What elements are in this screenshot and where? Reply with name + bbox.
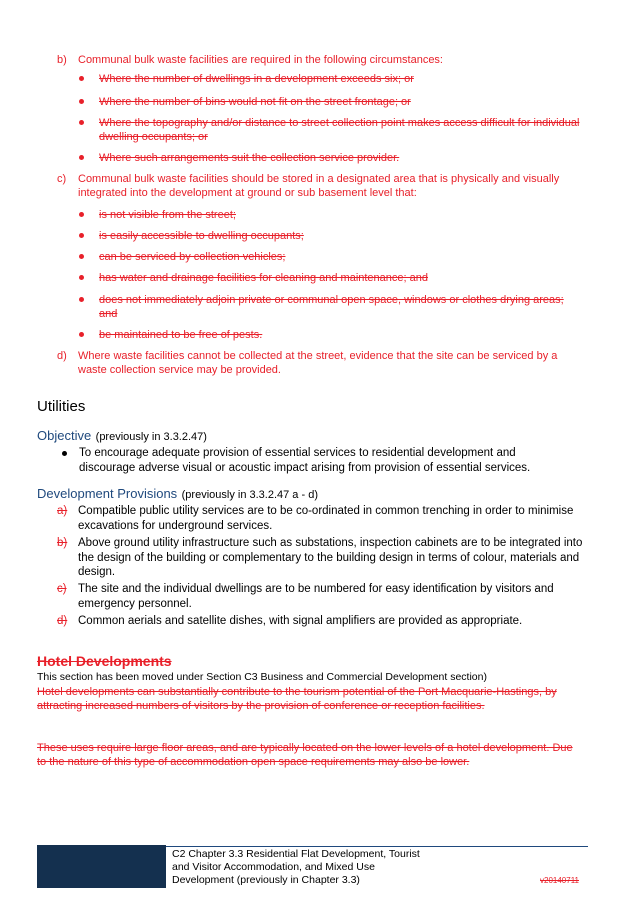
provisions-heading — [37, 485, 318, 503]
waste-b-bullet: Where the topography and/or distance to street collection point makes access difficult for individual dwelling occupants; or — [99, 117, 580, 143]
bullet-icon — [79, 275, 84, 280]
provisions-note: (previously in 3.3.2.47 a - d) — [181, 489, 318, 501]
waste-c-bullet: be maintained to be free of pests. — [99, 329, 263, 341]
footer-line-3: Development (previously in Chapter 3.3) — [172, 874, 360, 886]
hotel-paragraph-1: Hotel developments can substantially contribute to the tourism potential of the Port Macquarie-Hastings, by attracting increased numbers of visitors by the provision of conference or reception facilities. — [37, 686, 557, 712]
provisions-label: Development Provisions — [37, 486, 178, 501]
footer-line-1: C2 Chapter 3.3 Residential Flat Development, Tourist — [172, 848, 420, 860]
bullet-icon — [79, 76, 84, 81]
waste-c-bullet: does not immediately adjoin private or communal open space, windows or clothes drying areas; and — [99, 294, 564, 320]
bullet-icon — [79, 120, 84, 125]
objective-note: (previously in 3.3.2.47) — [95, 431, 207, 443]
waste-c-bullet: has water and drainage facilities for cleaning and maintenance; and — [99, 272, 428, 284]
bullet-icon — [79, 155, 84, 160]
footer-divider — [166, 846, 588, 847]
provision-marker: b) — [57, 537, 68, 549]
waste-item-b-marker: b) — [57, 54, 67, 66]
bullet-icon — [79, 254, 84, 259]
waste-c-bullet: is not visible from the street; — [99, 209, 236, 221]
bullet-icon — [79, 332, 84, 337]
provision-text: Above ground utility infrastructure such as substations, inspection cabinets are to be integrated into the design of the building or complementary to the building design in terms of colour, materials and design. — [78, 537, 583, 578]
hotel-paragraph-2: These uses require large floor areas, and are typically located on the lower levels of a hotel development. Due to the nature of this type of accommodation open space requirements may also be lower. — [37, 742, 573, 768]
waste-item-c-marker: c) — [57, 173, 67, 185]
bullet-icon — [79, 99, 84, 104]
hotel-moved-note: This section has been moved under Section C3 Business and Commercial Development section) — [37, 671, 487, 683]
waste-c-bullet: is easily accessible to dwelling occupants; — [99, 230, 304, 242]
waste-item-c-text: Communal bulk waste facilities should be stored in a designated area that is physically and visually integrated into the development at ground or sub basement level that: — [78, 173, 560, 199]
hotel-heading: Hotel Developments — [37, 653, 172, 669]
provision-marker: a) — [57, 505, 68, 517]
waste-c-bullet: can be serviced by collection vehicles; — [99, 251, 286, 263]
footer-line-2: and Visitor Accommodation, and Mixed Use — [172, 861, 375, 873]
bullet-icon — [79, 233, 84, 238]
footer-logo-block — [37, 845, 166, 888]
waste-item-d-text: Where waste facilities cannot be collected at the street, evidence that the site can be serviced by a waste collection service may be provided. — [78, 350, 558, 376]
version-label: v20140711 — [540, 876, 579, 885]
objective-label: Objective — [37, 428, 92, 443]
provision-text: Common aerials and satellite dishes, with signal amplifiers are provided as appropriate. — [78, 615, 523, 627]
waste-b-bullet: Where the number of bins would not fit on the street frontage; or — [99, 96, 411, 108]
provision-marker: c) — [57, 583, 67, 595]
provision-text: The site and the individual dwellings are to be numbered for easy identification by visitors and emergency personnel. — [78, 583, 554, 610]
utilities-heading: Utilities — [37, 398, 86, 415]
footer-chapter-title — [172, 848, 472, 887]
waste-b-bullet: Where the number of dwellings in a development exceeds six; or — [99, 73, 414, 85]
objective-text: To encourage adequate provision of essential services to residential development and discourage adverse visual or acoustic impact arising from provision of essential services. — [79, 447, 531, 474]
bullet-icon — [79, 212, 84, 217]
bullet-icon — [79, 297, 84, 302]
waste-item-b-text: Communal bulk waste facilities are required in the following circumstances: — [78, 54, 443, 66]
bullet-icon — [62, 451, 67, 456]
provision-marker: d) — [57, 615, 68, 627]
waste-item-d-marker: d) — [57, 350, 67, 362]
objective-heading — [37, 427, 207, 445]
provision-text: Compatible public utility services are to be co-ordinated in common trenching in order to minimise excavations for underground services. — [78, 505, 574, 532]
waste-b-bullet: Where such arrangements suit the collection service provider. — [99, 152, 400, 164]
